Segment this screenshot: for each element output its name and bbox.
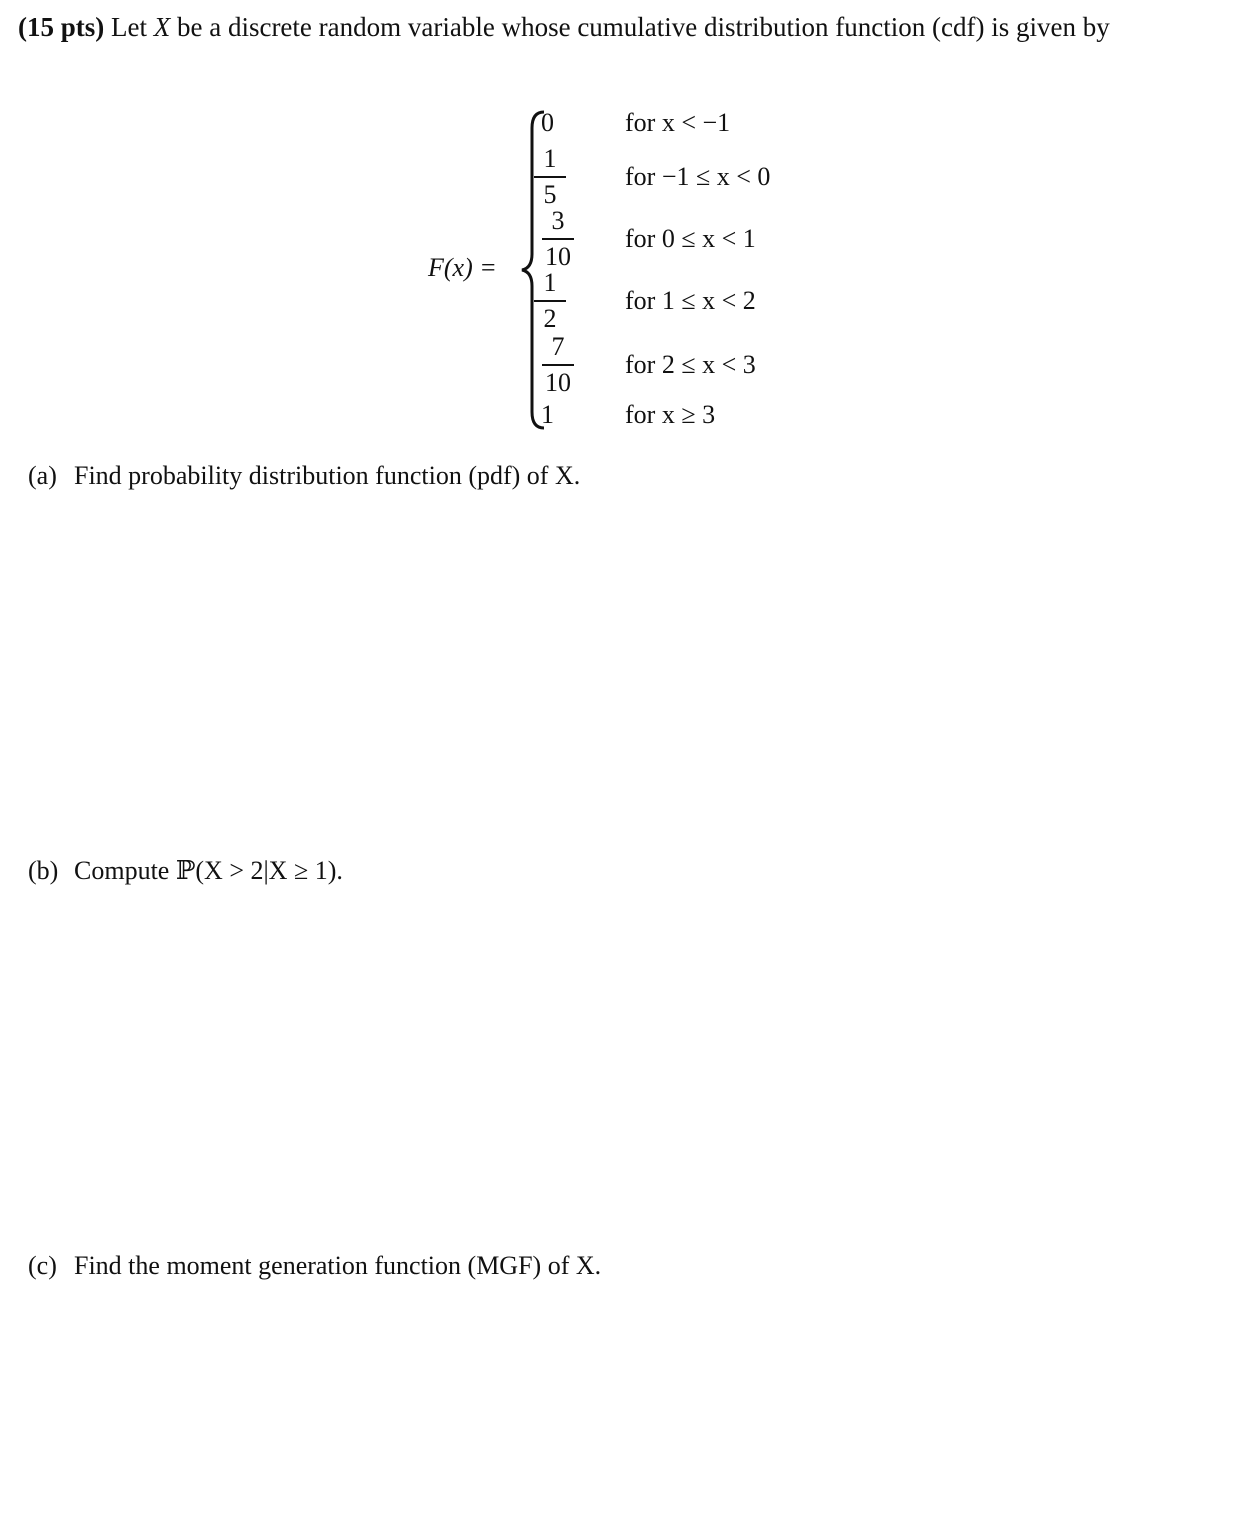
case-fraction <box>542 206 574 272</box>
fraction-numerator: 1 <box>543 144 557 173</box>
fraction-numerator: 1 <box>543 268 557 297</box>
case-fraction <box>542 332 574 398</box>
intro-text-end: be a discrete random variable whose cumulative distribution function (cdf) is given by <box>176 12 1110 42</box>
case-value: 1 <box>541 400 554 429</box>
case-fraction <box>534 144 566 210</box>
part-c <box>28 1250 601 1282</box>
case-condition: for 1 ≤ x < 2 <box>625 286 756 315</box>
cdf-lhs: F(x) = <box>428 253 497 282</box>
part-label: (a) <box>28 461 57 490</box>
fraction-numerator: 3 <box>551 206 565 235</box>
case-value: 0 <box>541 108 554 137</box>
case-condition: for −1 ≤ x < 0 <box>625 162 771 191</box>
cdf-formula <box>0 0 1234 440</box>
case-condition: for x ≥ 3 <box>625 400 716 429</box>
part-b <box>28 855 343 887</box>
case-condition: for x < −1 <box>625 108 731 137</box>
case-condition: for 2 ≤ x < 3 <box>625 350 756 379</box>
intro-text-start: Let <box>111 12 147 42</box>
part-a <box>28 460 580 492</box>
random-variable-symbol: X <box>153 12 171 42</box>
part-label: (b) <box>28 856 59 885</box>
fraction-denominator: 10 <box>545 241 571 271</box>
case-condition: for 0 ≤ x < 1 <box>625 224 756 253</box>
part-label: (c) <box>28 1251 57 1280</box>
fraction-bar <box>542 238 574 240</box>
points-label: (15 pts) <box>18 12 105 42</box>
part-text: Find probability distribution function (pdf) of X. <box>74 461 581 490</box>
part-text: Find the moment generation function (MGF) of X. <box>74 1251 602 1280</box>
fraction-denominator: 10 <box>545 367 571 397</box>
case-fraction <box>534 268 566 334</box>
fraction-bar <box>542 364 574 366</box>
fraction-denominator: 2 <box>543 303 557 333</box>
part-text: Compute ℙ(X > 2|X ≥ 1). <box>74 856 343 885</box>
fraction-numerator: 7 <box>551 332 565 361</box>
fraction-bar <box>534 300 566 302</box>
fraction-bar <box>534 176 566 178</box>
fraction-denominator: 5 <box>543 179 557 209</box>
